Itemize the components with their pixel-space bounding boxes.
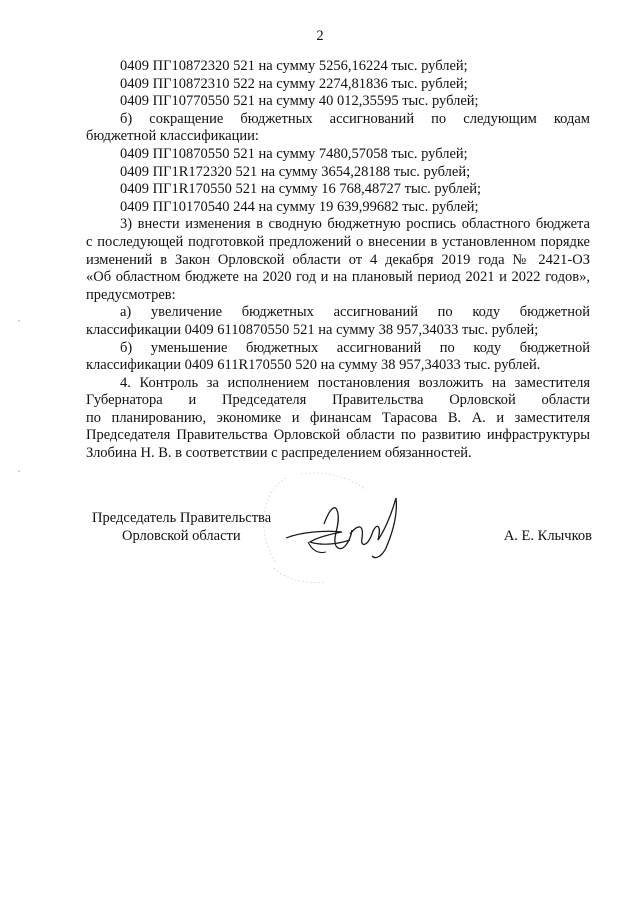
text-line: 0409 ПГ10170540 244 на сумму 19 639,99682 тыс. рублей;: [120, 198, 479, 215]
text-line: 0409 ПГ1R170550 521 на сумму 16 768,48727 тыс. рублей;: [120, 181, 481, 198]
text-line: б) уменьшение бюджетных ассигнований по коду бюджетной: [120, 339, 590, 356]
text-line: Злобина Н. В. в соответствии с распределением обязанностей.: [86, 445, 472, 462]
document-body: [86, 58, 590, 463]
scan-artifact: [18, 470, 20, 472]
text-line: предусмотрев:: [86, 286, 176, 303]
signatory-region: Орловской области: [122, 528, 241, 544]
text-line: классификации 0409 6110870550 521 на сумму 38 957,34033 тыс. рублей;: [86, 321, 539, 338]
page-number: 2: [316, 28, 324, 44]
text-line: а) увеличение бюджетных ассигнований по коду бюджетной: [120, 304, 590, 321]
signatory-name: А. Е. Клычков: [503, 528, 592, 544]
text-line: Председателя Правительства Орловской области по развитию инфраструктуры: [86, 427, 590, 444]
text-line: с последующей подготовкой предложений о внесении в установленном порядке: [86, 233, 590, 250]
text-line: классификации 0409 611R170550 520 на сумму 38 957,34033 тыс. рублей.: [86, 357, 541, 374]
text-line: Губернатора и Председателя Правительства Орловской области: [86, 392, 590, 409]
text-line: бюджетной классификации:: [86, 128, 259, 145]
text-line: 4. Контроль за исполнением постановления возложить на заместителя: [120, 374, 590, 391]
text-line: изменений в Закон Орловской области от 4 декабря 2019 года № 2421-ОЗ: [86, 251, 590, 268]
text-line: 0409 ПГ10872320 521 на сумму 5256,16224 тыс. рублей;: [120, 58, 468, 74]
signatory-title: Председатель Правительства: [92, 510, 272, 526]
text-line: 0409 ПГ10770550 521 на сумму 40 012,35595 тыс. рублей;: [120, 93, 479, 110]
text-line: б) сокращение бюджетных ассигнований по следующим кодам: [120, 110, 590, 127]
signature-block: [0, 510, 640, 580]
scan-artifact: [18, 320, 20, 322]
text-line: 0409 ПГ1R172320 521 на сумму 3654,28188 тыс. рублей;: [120, 163, 471, 180]
text-line: 0409 ПГ10872310 522 на сумму 2274,81836 тыс. рублей;: [120, 75, 468, 92]
text-line: 3) внести изменения в сводную бюджетную роспись областного бюджета: [120, 216, 590, 233]
text-line: по планированию, экономике и финансам Тарасова В. А. и заместителя: [86, 409, 590, 426]
text-line: 0409 ПГ10870550 521 на сумму 7480,57058 тыс. рублей;: [120, 145, 468, 162]
text-line: «Об областном бюджете на 2020 год и на плановый период 2021 и 2022 годов»,: [86, 269, 590, 286]
